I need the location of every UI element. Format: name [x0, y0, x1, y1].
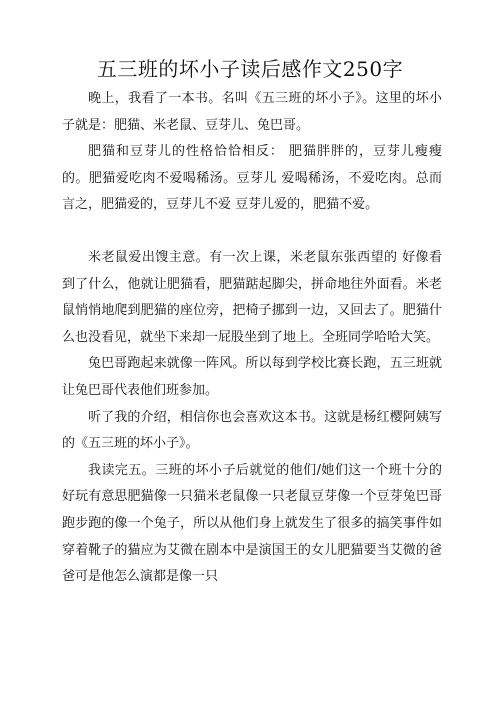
paragraph-gap	[62, 219, 442, 245]
document-body	[62, 86, 442, 591]
document-title: 五三班的坏小子读后感作文250字	[96, 57, 404, 81]
paragraph-intro: 晚上，我看了一本书。名叫《五三班的坏小子》。这里的坏小子就是：肥猫、米老鼠、豆芽儿、兔巴哥。	[62, 91, 442, 133]
paragraph-recommendation: 听了我的介绍，相信你也会喜欢这本书。这就是杨红樱阿姨写的《五三班的坏小子》。	[62, 409, 442, 452]
paragraph-rabbit: 兔巴哥跑起来就像一阵风。所以每到学校比赛长跑，五三班就让兔巴哥代表他们班参加。	[62, 356, 442, 398]
paragraph-reflection: 我读完五。三班的坏小子后就觉的他们/她们这一个班十分的好玩有意思肥猫像一只猫米老鼠像一只老鼠豆芽像一个豆芽兔巴哥跑步跑的像一个兔子，所以从他们身上就发生了很多的搞笑事件如穿着靴子的猫应为艾微在剧本中是演国王的女儿肥猫要当艾微的爸爸可是他怎么演都是像一只	[62, 462, 442, 585]
paragraph-fat-cat-and-sprout: 肥猫和豆芽儿的性格恰恰相反： 肥猫胖胖的，豆芽儿瘦瘦的。肥猫爱吃肉不爱喝稀汤。豆芽儿 爱喝稀汤，不爱吃肉。总而言之，肥猫爱的，豆芽儿不爱 豆芽儿爱的，肥猫不爱。	[62, 144, 442, 213]
paragraph-mickey: 米老鼠爱出馊主意。有一次上课，米老鼠东张西望的 好像看到了什么，他就让肥猫看，肥猫踮起脚尖，拼命地往外面看。米老鼠悄悄地爬到肥猫的座位旁，把椅子挪到一边，又回去了。肥猫什么也没看见，就坐下来却一屁股坐到了地上。全班同学哈哈大笑。	[62, 249, 442, 345]
